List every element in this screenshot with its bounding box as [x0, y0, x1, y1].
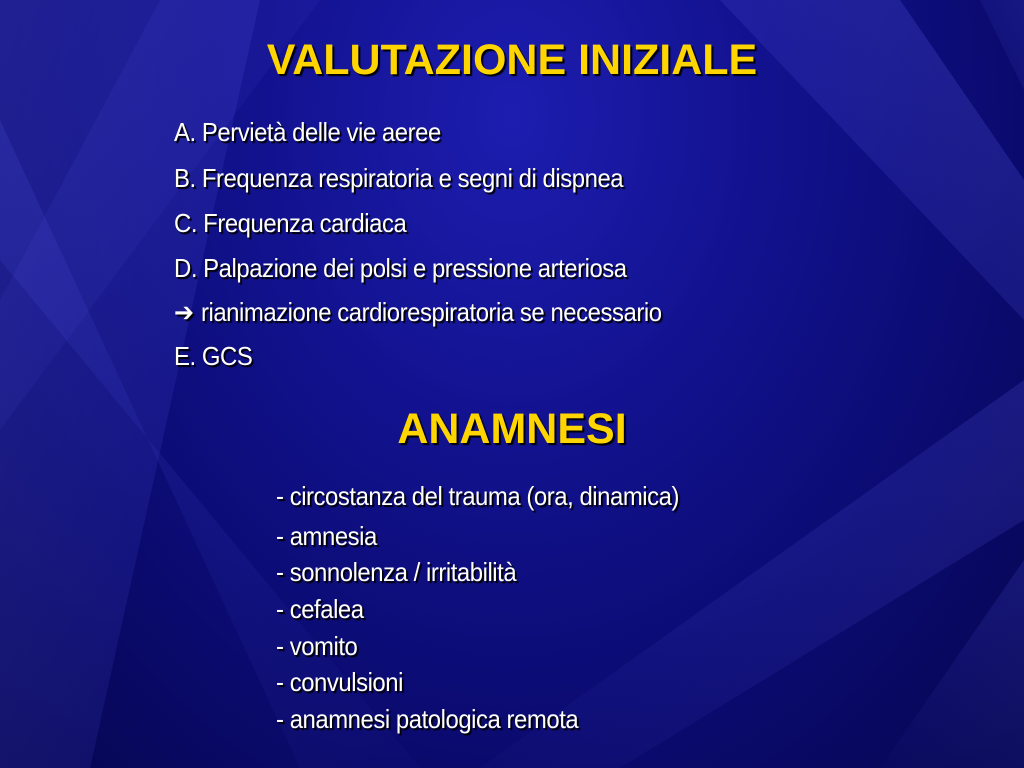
- valutazione-item-d: D. Palpazione dei polsi e pressione arteriosa: [174, 253, 627, 283]
- anamnesi-item: - vomito: [276, 631, 358, 661]
- valutazione-item-a: A. Pervietà delle vie aeree: [174, 117, 441, 147]
- main-title: VALUTAZIONE INIZIALE: [266, 36, 758, 84]
- valutazione-item-c: C. Frequenza cardiaca: [174, 208, 407, 238]
- right-arrow-icon: ➔: [174, 297, 194, 327]
- anamnesi-item: - anamnesi patologica remota: [276, 704, 579, 734]
- valutazione-item-arrow-label: rianimazione cardiorespiratoria se necessario: [200, 297, 662, 327]
- anamnesi-item: - amnesia: [276, 521, 377, 551]
- anamnesi-item: - cefalea: [276, 594, 364, 624]
- valutazione-item-b: B. Frequenza respiratoria e segni di dispnea: [174, 163, 624, 193]
- anamnesi-item: - circostanza del trauma (ora, dinamica): [276, 481, 680, 511]
- anamnesi-item: - convulsioni: [276, 667, 403, 697]
- valutazione-item-arrow: [174, 297, 662, 328]
- valutazione-item-e: E. GCS: [174, 341, 253, 371]
- anamnesi-item: - sonnolenza / irritabilità: [276, 557, 517, 587]
- section-title-anamnesi: ANAMNESI: [397, 405, 627, 453]
